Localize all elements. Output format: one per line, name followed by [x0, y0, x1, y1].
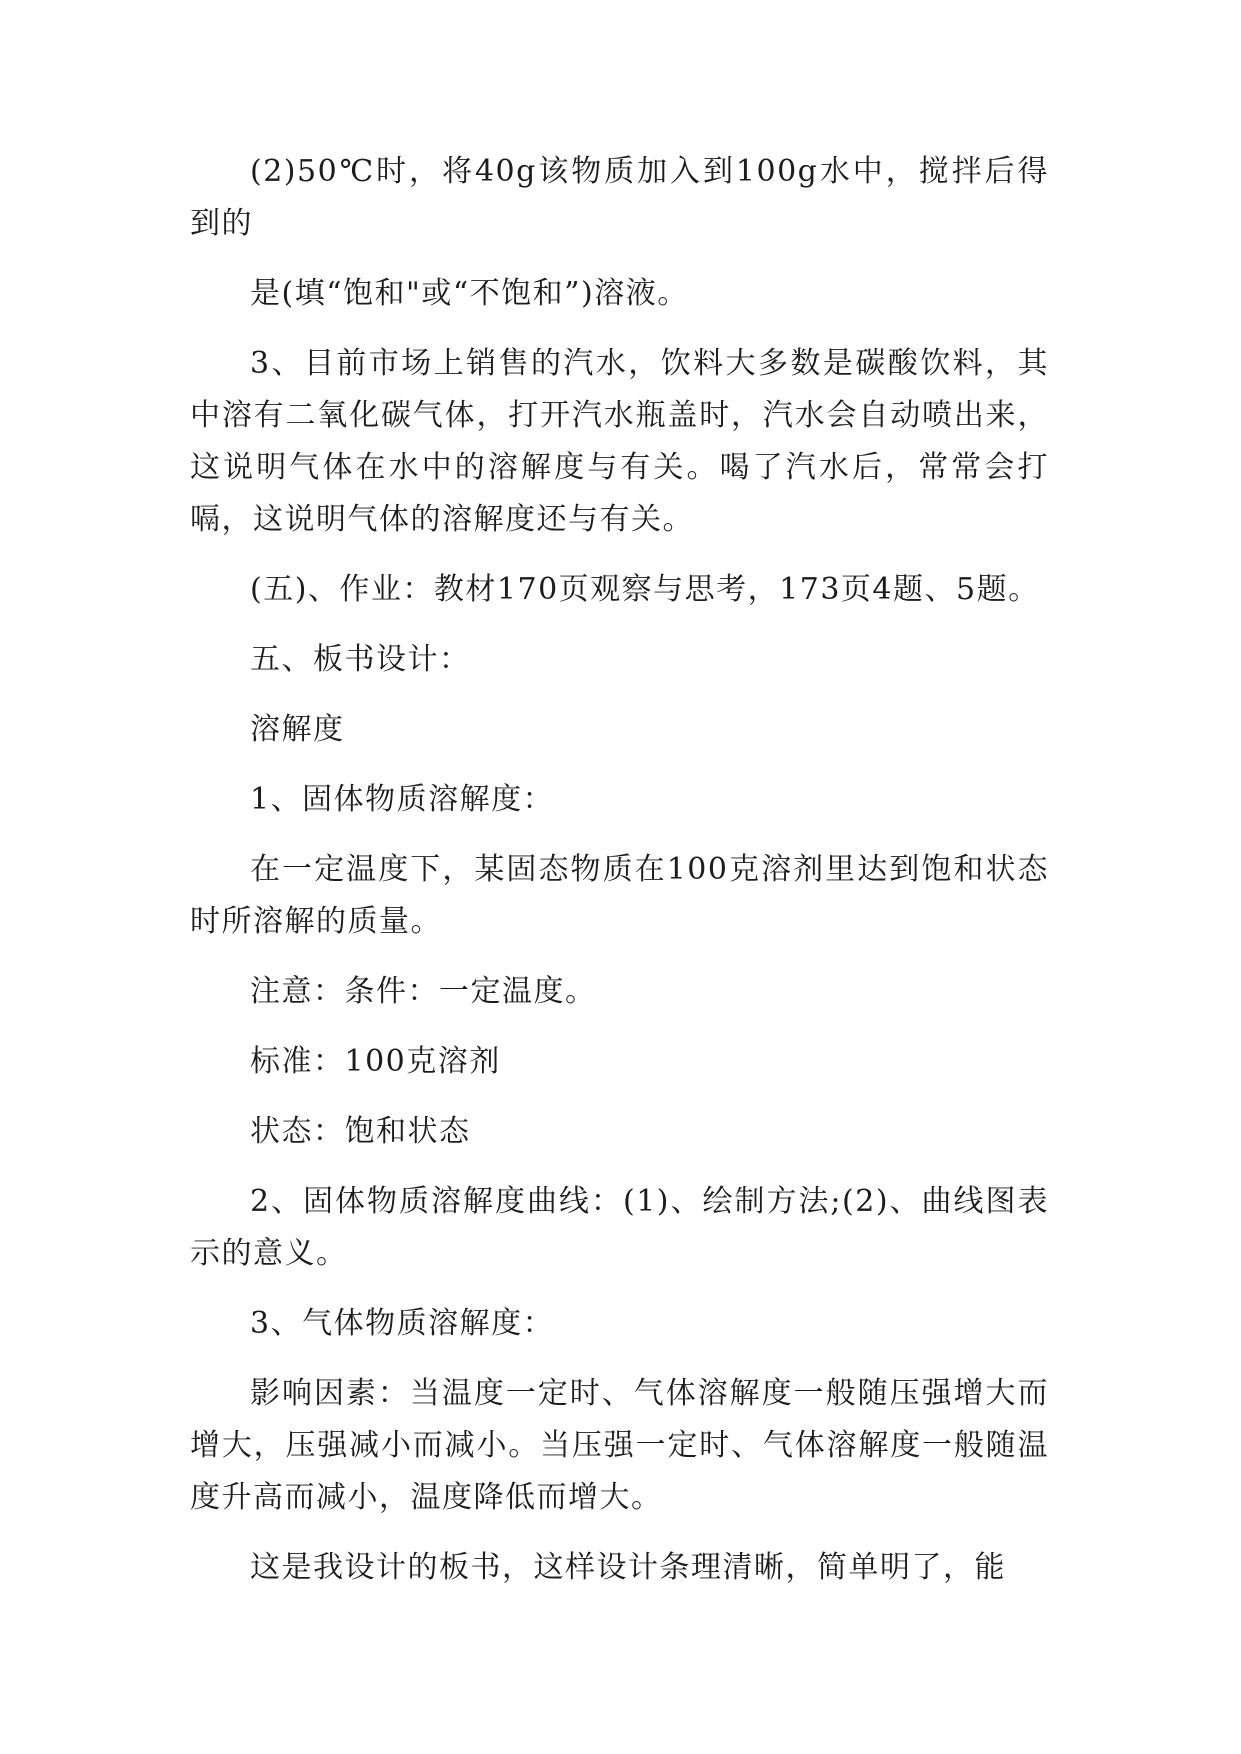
board-definition: 在一定温度下，某固态物质在100克溶剂里达到饱和状态时所溶解的质量。	[190, 852, 1049, 939]
board-note-state: 状态：饱和状态	[250, 1114, 471, 1149]
board-item-solubility-curve: 2、固体物质溶解度曲线：(1)、绘制方法;(2)、曲线图表示的意义。	[190, 1184, 1049, 1271]
paragraph-question-3: 3、目前市场上销售的汽水，饮料大多数是碳酸饮料，其中溶有二氧化碳气体，打开汽水瓶盖时，汽水会自动喷出来，这说明气体在水中的溶解度与有关。喝了汽水后，常常会打嗝，这说明气体的溶解度还与有关。	[190, 346, 1049, 537]
document-body	[190, 146, 1049, 1594]
paragraph-design-comment: 这是我设计的板书，这样设计条理清晰，简单明了，能	[250, 1550, 1006, 1585]
board-item-solid-solubility: 1、固体物质溶解度：	[250, 782, 555, 817]
board-note-standard: 标准：100克溶剂	[250, 1044, 501, 1079]
paragraph-question-2: (2)50℃时，将40g该物质加入到100g水中，搅拌后得到的	[190, 154, 1049, 241]
board-note-condition: 注意：条件：一定温度。	[250, 974, 597, 1009]
board-influencing-factors: 影响因素：当温度一定时、气体溶解度一般随压强增大而增大，压强减小而减小。当压强一定时、气体溶解度一般随温度升高而减小，温度降低而增大。	[190, 1376, 1049, 1515]
section-heading-board-design: 五、板书设计：	[250, 642, 471, 677]
board-title: 溶解度	[250, 712, 345, 747]
board-item-gas-solubility: 3、气体物质溶解度：	[250, 1306, 555, 1341]
paragraph-question-2-answer: 是(填“饱和"或“不饱和”)溶液。	[250, 276, 689, 311]
paragraph-homework: (五)、作业：教材170页观察与思考，173页4题、5题。	[250, 572, 1040, 607]
